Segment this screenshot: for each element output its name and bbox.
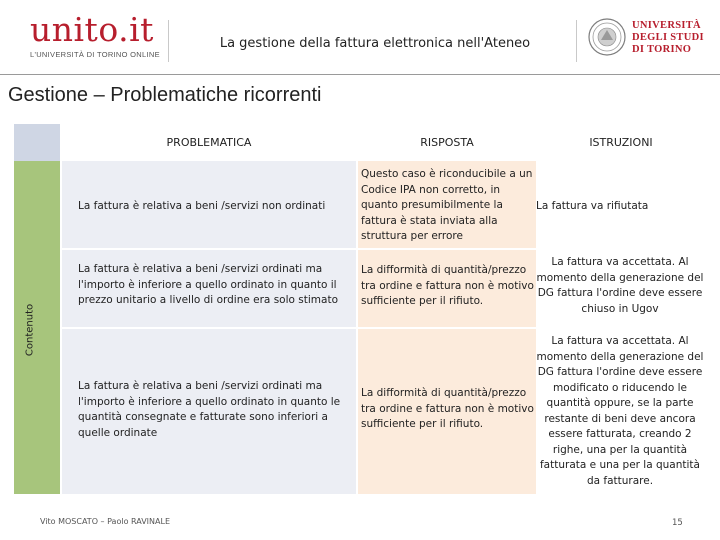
row-separator	[62, 327, 706, 329]
side-band	[14, 161, 60, 494]
footer-author: Vito MOSCATO – Paolo RAVINALE	[40, 517, 170, 526]
university-name-line: DEGLI STUDI	[632, 32, 704, 43]
side-band-top	[14, 124, 60, 161]
university-name-line: UNIVERSITÀ	[632, 20, 701, 31]
university-name	[632, 20, 704, 56]
side-label: Contenuto	[24, 303, 36, 357]
row-separator	[62, 248, 706, 250]
column-header-risposta: RISPOSTA	[358, 124, 536, 161]
row-1-istruzioni: La fattura va rifiutata	[536, 200, 649, 212]
row-3-istruzioni: La fattura va accettata. Al momento della generazione del DG fattura l'ordine deve essere modificato o riducendo le quantità oppure, se la parte restante di beni deve ancora essere fatturata, creando 2 righe, una per la quantità fatturata e una per la quantità da fatturare.	[536, 335, 704, 487]
university-seal-icon	[588, 18, 626, 56]
logo-subtext: L'UNIVERSITÀ DI TORINO ONLINE	[30, 50, 160, 59]
slide-title: Gestione – Problematiche ricorrenti	[8, 84, 322, 106]
logo-text: unito.it	[30, 10, 154, 49]
row-2-risposta: La difformità di quantità/prezzo tra ordine e fattura non è motivo sufficiente per il rifiuto.	[361, 264, 534, 307]
row-3-problematica: La fattura è relativa a beni /servizi ordinati ma l'importo è inferiore a quello ordinato in quanto le quantità consegnate e fatturate sono inferiori a quelle ordinate	[78, 380, 341, 439]
header-title: La gestione della fattura elettronica nell'Ateneo	[219, 36, 531, 51]
header-divider-right	[576, 20, 577, 62]
slide-header	[0, 0, 720, 75]
row-2-problematica: La fattura è relativa a beni /servizi ordinati ma l'importo è inferiore a quello ordinato in quanto il prezzo unitario a livello di ordine era solo stimato	[78, 263, 338, 306]
page-number: 15	[672, 518, 683, 528]
column-header-istruzioni: ISTRUZIONI	[536, 124, 706, 161]
university-name-line: DI TORINO	[632, 44, 692, 55]
unito-logo[interactable]	[30, 12, 160, 62]
header-divider-left	[168, 20, 169, 62]
row-2-istruzioni: La fattura va accettata. Al momento della generazione del DG fattura l'ordine deve essere chiuso in Ugov	[536, 256, 704, 315]
row-3-risposta: La difformità di quantità/prezzo tra ordine e fattura non è motivo sufficiente per il rifiuto.	[361, 387, 534, 430]
column-header-problematica: PROBLEMATICA	[62, 124, 356, 161]
row-1-problematica: La fattura è relativa a beni /servizi non ordinati	[78, 200, 326, 212]
row-1-risposta: Questo caso è riconducibile a un Codice IPA non corretto, in quanto presumibilmente la fattura è stata inviata alla struttura per errore	[361, 168, 533, 242]
